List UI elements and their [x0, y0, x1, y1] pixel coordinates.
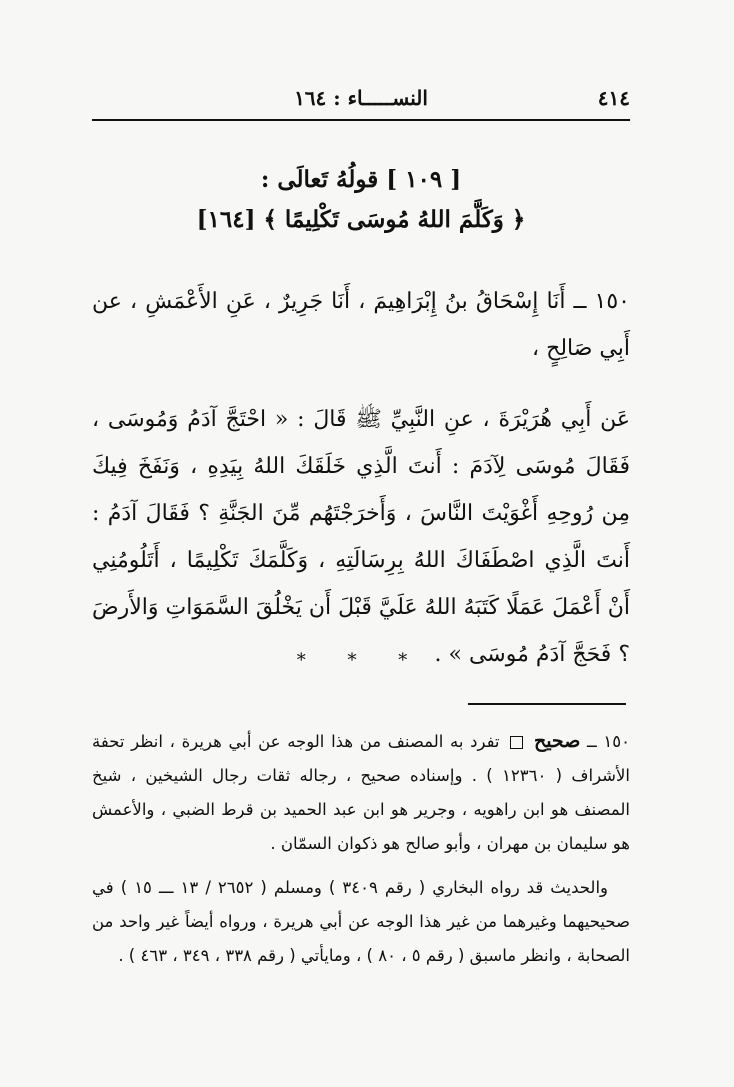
footnote-rule — [468, 703, 626, 705]
footnote-number: ١٥٠ ــ — [587, 732, 630, 751]
hadith-body — [92, 278, 630, 678]
page-number: ٤١٤ — [597, 86, 630, 110]
chapter-number-line: [ ١٠٩ ] قولُهُ تَعالَى : — [260, 166, 462, 193]
quran-verse: ﴿ وَكَلَّمَ اللهُ مُوسَى تَكْلِيمًا ﴾ [١٦٤] — [196, 206, 526, 233]
running-title: النســـــاء : ١٦٤ — [294, 86, 428, 110]
hadith-matn: عَن أَبِي هُرَيْرَةَ ، عنِ النَّبِيِّ ﷺ قَالَ : « احْتَجَّ آدَمُ وَمُوسَى ، فَقَالَ مُوسَى لِآدَمَ : أَنتَ الَّذِي خَلَقَكَ اللهُ بِيَدِهِ ، وَنَفَخَ فِيكَ مِن رُوحِهِ أَغْوَيْتَ النَّاسَ ، وَأَخرَجْتَهُم مِّنَ الجَنَّةِ ؟ فَقَالَ آدَمُ : أَنتَ الَّذِي اصْطَفَاكَ اللهُ بِرِسَالَتِهِ ، وَكَلَّمَكَ تَكْلِيمًا ، أَتَلُومُنِي أَنْ أَعْمَلَ عَمَلًا كَتَبَهُ اللهُ عَلَيَّ قَبْلَ أَن يَخْلُقَ السَّمَوَاتِ وَالأَرضَ ؟ فَحَجَّ آدَمُ مُوسَى » . — [92, 407, 630, 667]
footnote-grade: صحيح — [533, 730, 581, 752]
chapter-heading — [92, 160, 630, 240]
footnote-paragraph-2: والحديث قد رواه البخاري ( رقم ٣٤٠٩ ) ومسلم ( ٢٦٥٢ / ١٣ ـــ ١٥ ) في صحيحيهما وغيرهما من غير هذا الوجه عن أبي هريرة ، ورواه أيضاً غير واحد من الصحابة ، وانظر ماسبق ( رقم ٥ ، ٨٠ ) ، ومايأتي ( رقم ٣٣٨ ، ٣٤٩ ، ٤٦٣ ) . — [92, 878, 630, 965]
hadith-isnad: ١٥٠ ــ أَنَا إِسْحَاقُ بنُ إِبْرَاهِيمَ ، أَنَا جَرِيرٌ ، عَنِ الأَعْمَشِ ، عن أَبِي صَالِحٍ ، — [92, 289, 630, 361]
footnotes — [92, 724, 630, 973]
footnote-text-1: تفرد به المصنف من هذا الوجه عن أبي هريرة ، انظر تحفة الأشراف ( ١٢٣٦٠ ) . وإسناده صحيح ، رجاله ثقات رجال الشيخين ، شيخ المصنف هو ابن راهويه ، وجرير هو ابن عبد الحميد بن قرط الضبي ، والأعمش هو سليمان بن مهران ، وأبو صالح هو ذكوان السمّان . — [92, 732, 630, 853]
box-icon — [510, 736, 523, 749]
header-rule — [92, 119, 630, 121]
section-separator: * * * — [296, 650, 426, 671]
page-header — [92, 86, 630, 114]
footnote-paragraph-1 — [92, 724, 630, 861]
